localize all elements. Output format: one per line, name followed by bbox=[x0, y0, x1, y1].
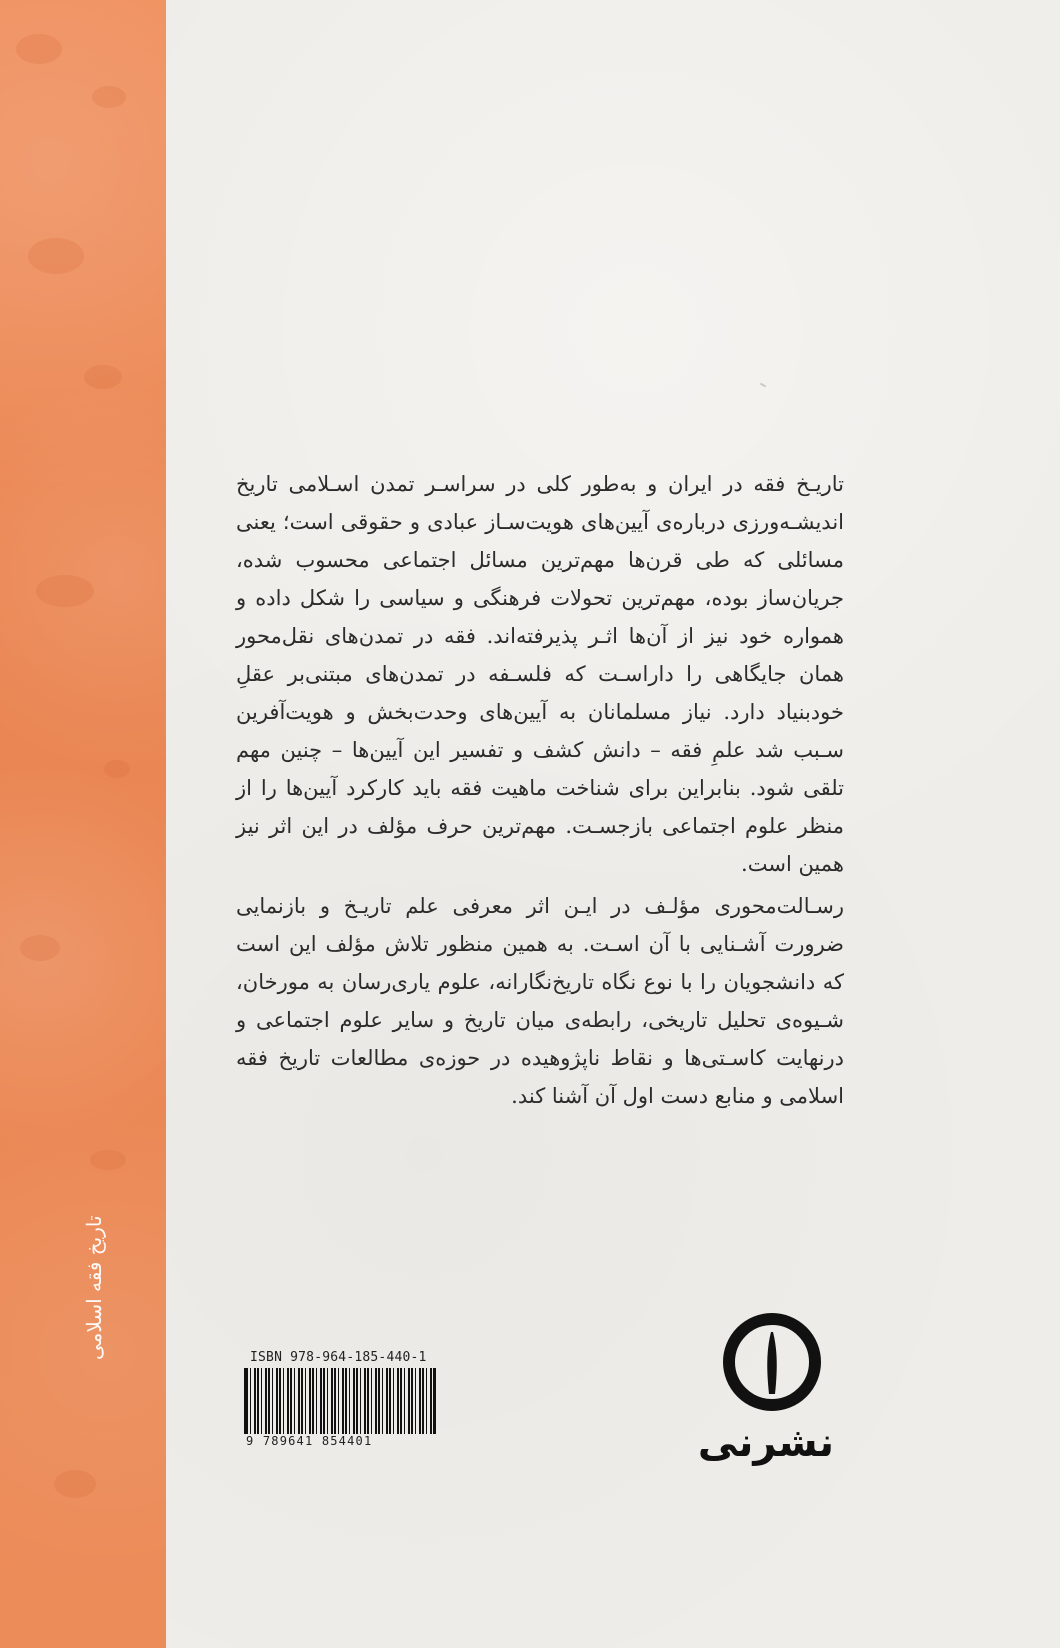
spine-title: تاریخ فقه اسلامی bbox=[82, 1215, 106, 1360]
barcode-icon bbox=[244, 1368, 436, 1434]
spine-decoration bbox=[0, 0, 166, 1648]
cover-description bbox=[236, 465, 844, 1117]
publisher-logo bbox=[697, 1310, 838, 1490]
description-paragraph-1: تاریـخ فقه در ایران و به‌طور کلی در سراسـر تمدن اسـلامی تاریخ اندیشـه‌ورزی درباره‌ی آیین‌های هویت‌سـاز عبادی و حقوقی است؛ یعنی مسائلی که طی قرن‌ها مهم‌ترین مسائل اجتماعی محسوب شده، جریان‌ساز بوده، مهم‌ترین تحولات فرهنگی و سیاسی را شکل داده و همواره خود نیز از آن‌ها اثـر پذیرفته‌اند. فقه در تمدن‌های نقل‌محور همان جایگاهی را داراسـت که فلسـفه در تمدن‌های مبتنی‌بر عقلِ خودبنیاد دارد. نیاز مسلمانان به آیین‌های وحدت‌بخش و هویت‌آفرین سـبب شد علمِ فقه – دانش کشف و تفسیر این آیین‌ها – چنین مهم تلقی شود. بنابراین برای شناخت ماهیت فقه باید کارکرد آیین‌ها را از منظر علوم اجتماعی بازجسـت. مهم‌ترین حرف مؤلف در این اثر نیز همین است. bbox=[236, 472, 845, 876]
isbn-label: ISBN 978-964-185-440-1 bbox=[250, 1350, 427, 1365]
publisher-name: نشرنی bbox=[697, 1420, 834, 1466]
barcode-digits: 9 789641 854401 bbox=[246, 1434, 373, 1448]
description-paragraph-2: رسـالت‌محوری مؤلـف در ایـن اثر معرفی علم تاریـخ و بازنمایی ضرورت آشـنایی با آن اسـت. به همین منظور تلاش مؤلف این است که دانشجویان را با نوع نگاه تاریخ‌نگارانه، علوم یاری‌رسان به مورخان، شـیوه‌ی تحلیل تاریخی، رابطه‌ی میان تاریخ و سایر علوم اجتماعی و درنهایت کاسـتی‌ها و نقاط ناپژوهیده در حوزه‌ی مطالعات تاریخ فقه اسلامی و منابع دست اول آن آشنا کند. bbox=[236, 894, 844, 1108]
nashr-ney-logo-icon bbox=[710, 1310, 838, 1420]
book-spine bbox=[0, 0, 166, 1648]
isbn-barcode-block bbox=[244, 1350, 442, 1452]
